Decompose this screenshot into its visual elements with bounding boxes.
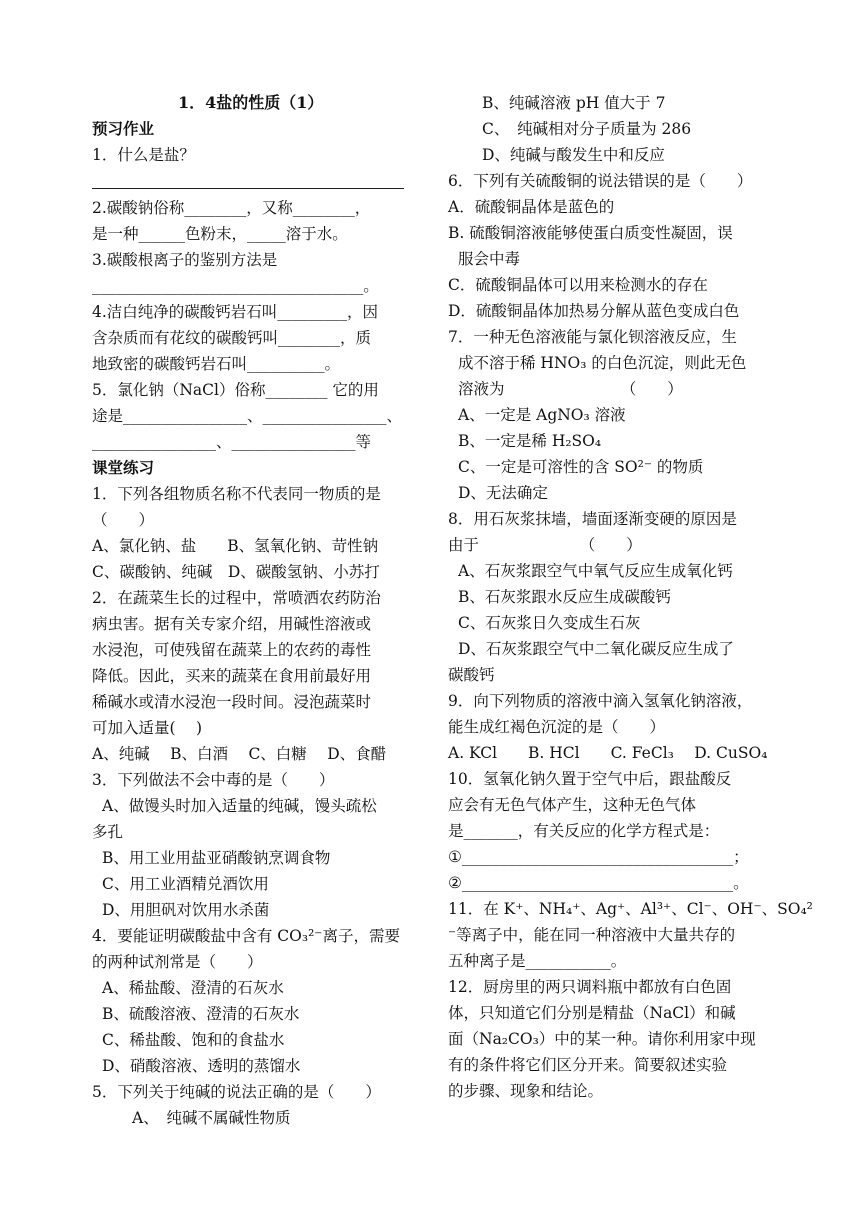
- left-line: B、硫酸溶液、澄清的石灰水: [102, 1005, 300, 1023]
- answer-line: [92, 168, 404, 189]
- left-line: 含杂质而有花纹的碳酸钙叫________，质: [92, 329, 372, 347]
- left-line: 可加入适量( ): [92, 719, 203, 737]
- right-line: 10．氢氧化钠久置于空气中后，跟盐酸反: [448, 770, 732, 788]
- right-line: 碳酸钙: [448, 666, 495, 684]
- right-line: C、 纯碱相对分子质量为 286: [482, 120, 692, 138]
- left-line: 3.碳酸根离子的鉴别方法是: [92, 251, 278, 269]
- right-line: 五种离子是___________。: [448, 952, 627, 970]
- right-line: B、纯碱溶液 pH 值大于 7: [482, 94, 666, 112]
- left-line: 1．下列各组物质名称不代表同一物质的是: [92, 485, 381, 503]
- left-line: 途是________________、________________、: [92, 407, 403, 425]
- left-line: D、用胆矾对饮用水杀菌: [102, 901, 270, 919]
- left-line: C、碳酸钠、纯碱 D、碳酸氢钠、小苏打: [92, 563, 380, 581]
- right-line: ①___________________________________；: [448, 848, 749, 866]
- right-line: A．硫酸铜晶体是蓝色的: [448, 198, 615, 216]
- left-line: 的两种试剂常是（ ）: [92, 953, 263, 971]
- right-line: 由于 （ ）: [448, 536, 642, 554]
- right-line: 成不溶于稀 HNO₃ 的白色沉淀，则此无色: [458, 354, 747, 372]
- left-line: 病虫害。据有关专家介绍，用碱性溶液或: [92, 615, 372, 633]
- right-line: B. 硫酸铜溶液能够使蛋白质变性凝固，误: [448, 224, 733, 242]
- left-line: C、稀盐酸、饱和的食盐水: [102, 1031, 285, 1049]
- left-line: 是一种______色粉末，_____溶于水。: [92, 225, 348, 243]
- right-line: D．硫酸铜晶体加热易分解从蓝色变成白色: [448, 302, 740, 320]
- right-line: D、石灰浆跟空气中二氧化碳反应生成了: [458, 640, 734, 658]
- left-line: 5．下列关于纯碱的说法正确的是（ ）: [92, 1083, 381, 1101]
- left-line: 2.碳酸钠俗称________，又称________，: [92, 199, 371, 217]
- left-line: ________________、________________等: [92, 433, 372, 451]
- right-line: 7．一种无色溶液能与氯化钡溶液反应，生: [448, 328, 737, 346]
- left-line: A、纯碱 B、白酒 C、白糖 D、食醋: [92, 745, 387, 763]
- left-line: 1．什么是盐？: [92, 146, 195, 164]
- right-line: 6．下列有关硫酸铜的说法错误的是（ ）: [448, 172, 753, 190]
- right-line: 面（Na₂CO₃）中的某一种。请你利用家中现: [448, 1030, 756, 1048]
- right-line: 有的条件将它们区分开来。简要叙述实验: [448, 1056, 728, 1074]
- left-line: 2．在蔬菜生长的过程中，常喷洒农药防治: [92, 589, 381, 607]
- right-column: [448, 90, 813, 1104]
- left-line: D、硝酸溶液、透明的蒸馏水: [102, 1057, 301, 1075]
- left-line: 水浸泡，可使残留在蔬菜上的农药的毒性: [92, 641, 372, 659]
- right-line: 体，只知道它们分别是精盐（NaCl）和碱: [448, 1004, 736, 1022]
- left-line: 5．氯化钠（NaCl）俗称________ 它的用: [92, 381, 379, 399]
- right-line: 能生成红褐色沉淀的是（ ）: [448, 718, 666, 736]
- left-line: A、做馒头时加入适量的纯碱，馒头疏松: [102, 797, 377, 815]
- right-line: 12．厨房里的两只调料瓶中都放有白色固: [448, 978, 732, 996]
- left-line: 3．下列做法不会中毒的是（ ）: [92, 771, 335, 789]
- left-line: 降低。因此，买来的蔬菜在食用前最好用: [92, 667, 372, 685]
- left-line: 多孔: [92, 823, 124, 841]
- right-line: D、纯碱与酸发生中和反应: [482, 146, 665, 164]
- left-line: A、氯化钠、盐 B、氢氧化钠、苛性钠: [92, 537, 379, 555]
- right-line: ②___________________________________。: [448, 874, 749, 892]
- left-line: C、用工业酒精兑酒饮用: [102, 875, 269, 893]
- right-line: B、一定是稀 H₂SO₄: [458, 432, 602, 450]
- right-line: C、一定是可溶性的含 SO²⁻ 的物质: [458, 458, 704, 476]
- right-line: 9．向下列物质的溶液中滴入氢氧化钠溶液，: [448, 692, 753, 710]
- left-column: [92, 116, 422, 1131]
- right-line: A、石灰浆跟空气中氧气反应生成氧化钙: [458, 562, 733, 580]
- right-line: C、石灰浆日久变成生石灰: [458, 614, 641, 632]
- right-line: C．硫酸铜晶体可以用来检测水的存在: [448, 276, 708, 294]
- right-line: 8．用石灰浆抹墙，墙面逐渐变硬的原因是: [448, 510, 737, 528]
- right-line: 溶液为 （ ）: [458, 380, 683, 398]
- right-line: 应会有无色气体产生，这种无色气体: [448, 796, 697, 814]
- left-line: ___________________________________。: [92, 277, 379, 295]
- left-line: A、 纯碱不属碱性物质: [132, 1109, 291, 1127]
- right-line: A. KCl B. HCl C. FeCl₃ D. CuSO₄: [448, 744, 768, 762]
- left-line: （ ）: [92, 511, 155, 529]
- right-line: A、一定是 AgNO₃ 溶液: [458, 406, 626, 424]
- right-line: 11．在 K⁺、NH₄⁺、Ag⁺、Al³⁺、Cl⁻、OH⁻、SO₄²: [448, 900, 813, 918]
- page-title: 1．4盐的性质（1）: [178, 93, 324, 112]
- left-line: 预习作业: [92, 119, 155, 138]
- right-line: 是_______，有关反应的化学方程式是：: [448, 822, 720, 840]
- right-line: 服会中毒: [458, 250, 521, 268]
- left-line: 4.洁白纯净的碳酸钙岩石叫_________，因: [92, 303, 379, 321]
- left-line: 4．要能证明碳酸盐中含有 CO₃²⁻离子，需要: [92, 927, 400, 945]
- right-line: 的步骤、现象和结论。: [448, 1082, 604, 1100]
- right-line: B、石灰浆跟水反应生成碳酸钙: [458, 588, 671, 606]
- right-line: D、无法确定: [458, 484, 548, 502]
- left-line: 地致密的碳酸钙岩石叫__________。: [92, 355, 341, 373]
- left-line: 课堂练习: [92, 458, 155, 477]
- left-line: A、稀盐酸、澄清的石灰水: [102, 979, 284, 997]
- right-line: ⁻等离子中，能在同一种溶液中大量共存的: [448, 926, 736, 944]
- left-line: 稀碱水或清水浸泡一段时间。浸泡蔬菜时: [92, 693, 372, 711]
- left-line: B、用工业用盐亚硝酸钠烹调食物: [102, 849, 331, 867]
